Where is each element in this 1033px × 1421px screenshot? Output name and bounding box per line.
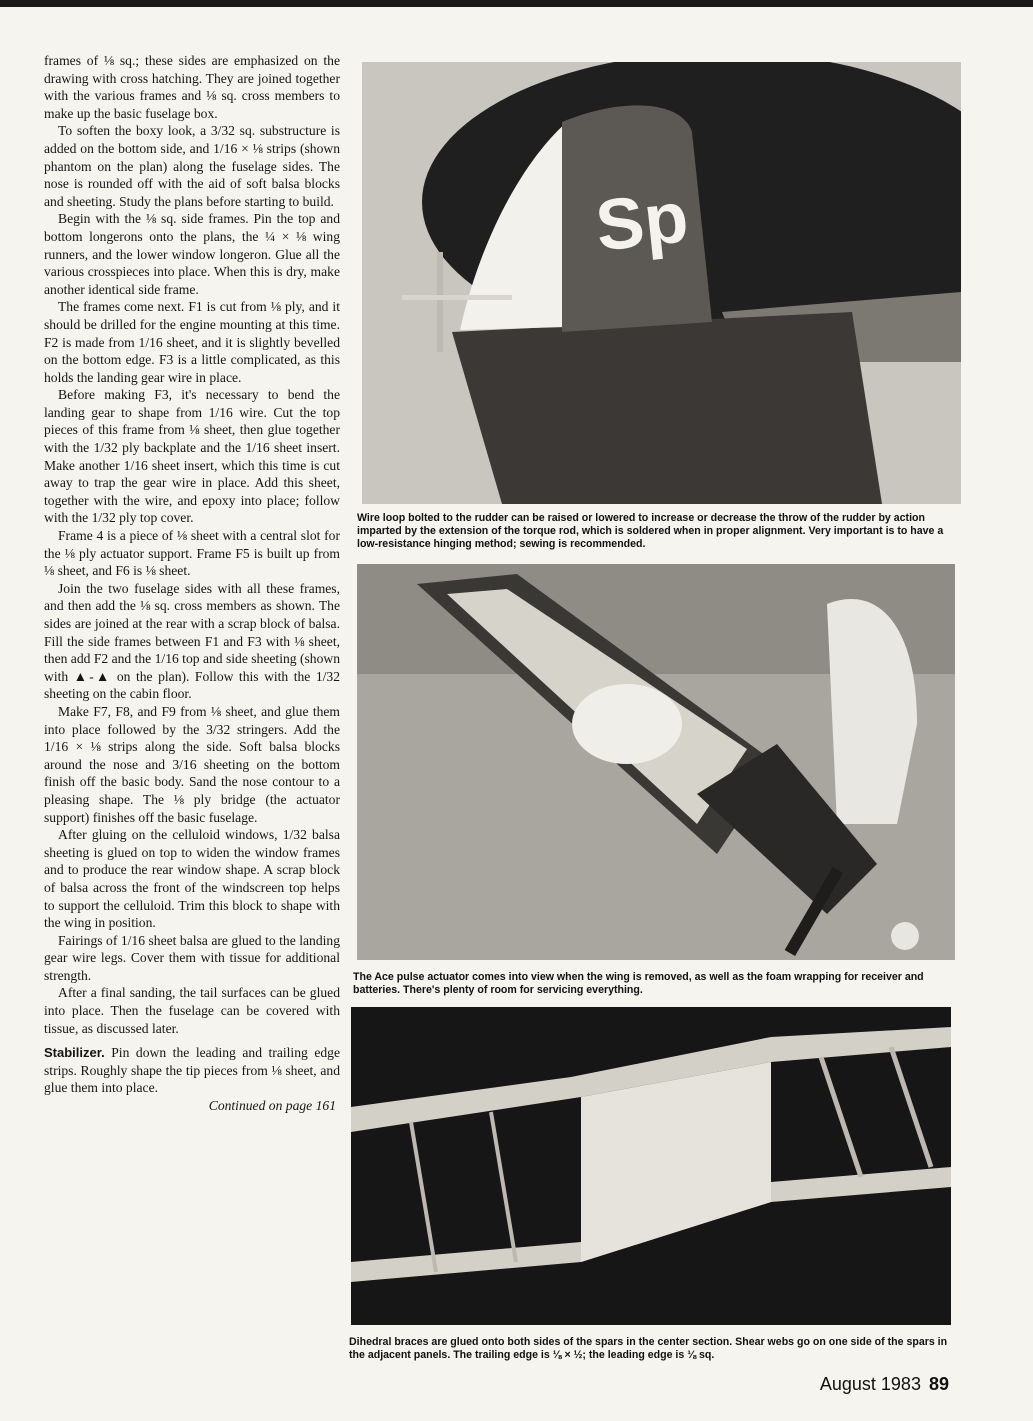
caption-rudder: Wire loop bolted to the rudder can be raised or lowered to increase or decrease the throw of the rudder by action imparted by the extension of the torque rod, which is soldered when in proper alignment. Very important is to have a low-resistance hinging method; sewing is recommended. <box>357 512 944 550</box>
body-paragraph: To soften the boxy look, a 3/32 sq. substructure is added on the bottom side, and 1/16 × ⅛ strips (shown phantom on the plan) along the fuselage sides. The nose is rounded off with the aid of soft balsa blocks and sheeting. Study the plans before starting to build. <box>44 123 340 209</box>
top-border <box>0 0 1033 7</box>
stabilizer-heading: Stabilizer. <box>44 1045 105 1061</box>
article-body-column <box>44 52 340 1115</box>
body-paragraph: Before making F3, it's necessary to bend the landing gear to shape from 1/16 wire. Cut the top pieces of this frame from ⅛ sheet, then glue together with the 1/32 ply backplate and the 1/16 sheet insert. Make another 1/16 sheet insert, which this time is cut away to trap the gear wire in place. Add this sheet, together with the wire, and epoxy into place; follow with the 1/32 ply top cover. <box>44 387 340 526</box>
body-paragraph: After gluing on the celluloid windows, 1/32 balsa sheeting is glued on top to widen the window frames and to produce the rear window shape. A scrap block of balsa across the front of the windscreen top helps to support the celluloid. Trim this block to shape with the wing in position. <box>44 827 340 931</box>
caption-actuator: The Ace pulse actuator comes into view when the wing is removed, as well as the foam wrapping for receiver and batteries. There's plenty of room for servicing everything. <box>353 971 924 996</box>
body-paragraph: Make F7, F8, and F9 from ⅛ sheet, and glue them into place followed by the 3/32 stringers. Add the 1/16 × ⅛ strips along the side. Soft balsa blocks around the nose and 3/16 sheeting on the bottom finish off the basic body. Sand the nose contour to a pleasing shape. The ⅛ ply bridge (the actuator support) finishes off the basic fuselage. <box>44 703 340 825</box>
issue-date: August 1983 <box>819 1374 921 1394</box>
continued-note: Continued on page 161 <box>208 1098 336 1114</box>
body-paragraph: After a final sanding, the tail surfaces can be glued into place. Then the fuselage can be covered with tissue, as discussed later. <box>44 985 340 1036</box>
photo-wing <box>351 1007 951 1325</box>
body-paragraph: Frame 4 is a piece of ⅛ sheet with a central slot for the ⅛ ply actuator support. Frame F5 is built up from ⅛ sheet, and F6 is ⅛ sheet. <box>44 528 340 579</box>
body-paragraph: Join the two fuselage sides with all these frames, and then add the ⅛ sq. cross members as shown. The sides are joined at the rear with a scrap block of balsa. Fill the side frames between F1 and F3 with ⅛ sheet, then add F2 and the 1/16 top and side sheeting (shown with ▲-▲ on the plan). Follow this with the 1/32 sheeting on the cabin floor. <box>44 580 340 702</box>
photo-wing-graphic <box>351 1007 951 1325</box>
page-footer <box>820 1374 949 1395</box>
photo-actuator-graphic <box>357 564 955 960</box>
photo-rudder <box>362 62 961 504</box>
photo-rudder-graphic <box>362 62 961 504</box>
body-paragraph: Begin with the ⅛ sq. side frames. Pin the top and bottom longerons onto the plans, the ¼ × ⅛ wing runners, and the lower window longeron. Glue all the various crosspieces into place. When this is dry, make another identical side frame. <box>44 211 340 297</box>
body-paragraph: Fairings of 1/16 sheet balsa are glued to the landing gear wire legs. Cover them with tissue for additional strength. <box>44 932 340 983</box>
page-number: 89 <box>928 1374 949 1394</box>
stabilizer-paragraph <box>44 1044 340 1097</box>
tail-marking: Sp <box>592 177 692 267</box>
body-paragraph: The frames come next. F1 is cut from ⅛ ply, and it should be drilled for the engine mounting at this time. F2 is made from 1/16 sheet, and it is slightly bevelled on the bottom edge. F3 is a little complicated, as this holds the landing gear wire in place. <box>44 299 340 385</box>
photo-actuator <box>357 564 955 960</box>
stabilizer-text: Pin down the leading and trailing edge strips. Roughly shape the tip pieces from ⅛ sheet, and glue them into place. <box>44 1045 340 1096</box>
body-paragraph: frames of ⅛ sq.; these sides are emphasized on the drawing with cross hatching. They are joined together with the various frames and ⅛ sq. cross members to make up the basic fuselage box. <box>44 53 340 121</box>
caption-wing: Dihedral braces are glued onto both sides of the spars in the center section. Shear webs go on one side of the spars in the adjacent panels. The trailing edge is ⅛ × ½; the leading edge is ⅛ sq. <box>349 1336 948 1361</box>
